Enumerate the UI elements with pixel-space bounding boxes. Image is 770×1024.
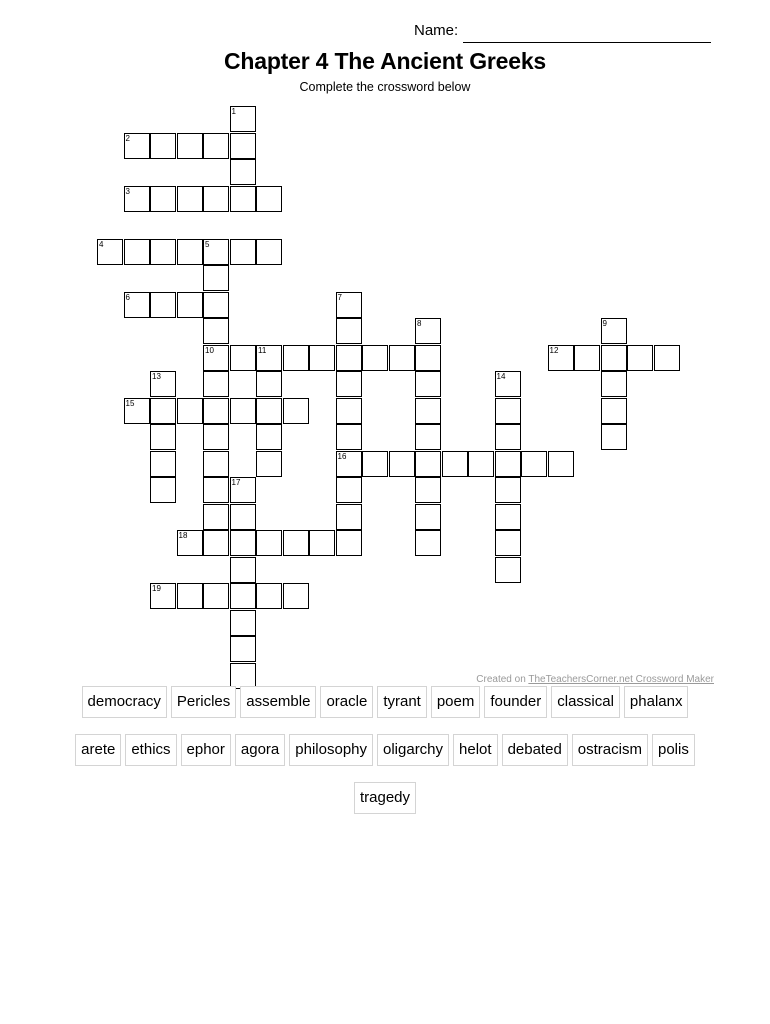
crossword-cell[interactable] — [415, 451, 441, 477]
crossword-cell[interactable] — [336, 345, 362, 371]
crossword-cell[interactable] — [97, 239, 123, 265]
clue-number: 2 — [125, 133, 130, 143]
word-bank — [64, 686, 706, 814]
clue-number: 19 — [152, 584, 161, 593]
crossword-cell[interactable] — [177, 398, 203, 424]
crossword-cell[interactable] — [256, 398, 282, 424]
clue-number: 12 — [549, 345, 559, 355]
crossword-cell[interactable] — [389, 451, 415, 477]
crossword-cell[interactable] — [203, 398, 229, 424]
clue-number: 14 — [496, 372, 506, 381]
credit-line — [476, 674, 714, 685]
crossword-cell[interactable] — [230, 557, 256, 583]
clue-number: 5 — [205, 239, 210, 249]
crossword-cell[interactable] — [495, 371, 521, 397]
word-bank-item: helot — [453, 734, 498, 766]
crossword-cell[interactable] — [495, 530, 521, 556]
word-bank-item: founder — [484, 686, 547, 718]
crossword-cell[interactable] — [150, 398, 176, 424]
crossword-cell[interactable] — [230, 583, 256, 609]
crossword-cell[interactable] — [309, 530, 335, 556]
clue-number: 17 — [231, 478, 241, 487]
crossword-cell[interactable] — [203, 265, 229, 291]
crossword-cell[interactable] — [124, 398, 150, 424]
crossword-cell[interactable] — [495, 504, 521, 530]
crossword-cell[interactable] — [203, 477, 229, 503]
crossword-cell[interactable] — [495, 398, 521, 424]
crossword-cell[interactable] — [256, 371, 282, 397]
clue-number: 16 — [337, 451, 347, 461]
crossword-cell[interactable] — [230, 345, 256, 371]
crossword-cell[interactable] — [230, 106, 256, 132]
crossword-cell[interactable] — [283, 530, 309, 556]
crossword-cell[interactable] — [415, 424, 441, 450]
word-bank-item: ostracism — [572, 734, 648, 766]
crossword-cell[interactable] — [415, 318, 441, 344]
crossword-cell[interactable] — [415, 530, 441, 556]
crossword-cell[interactable] — [150, 133, 176, 159]
word-bank-item: oligarchy — [377, 734, 449, 766]
crossword-cell[interactable] — [548, 345, 574, 371]
crossword-cell[interactable] — [124, 133, 150, 159]
crossword-cell[interactable] — [362, 345, 388, 371]
crossword-cell[interactable] — [601, 345, 627, 371]
crossword-cell[interactable] — [150, 186, 176, 212]
crossword-cell[interactable] — [495, 477, 521, 503]
crossword-cell[interactable] — [336, 318, 362, 344]
crossword-cell[interactable] — [124, 186, 150, 212]
crossword-cell[interactable] — [627, 345, 653, 371]
crossword-cell[interactable] — [256, 186, 282, 212]
crossword-cell[interactable] — [230, 636, 256, 662]
crossword-cell[interactable] — [177, 530, 203, 556]
crossword-cell[interactable] — [601, 398, 627, 424]
crossword-cell[interactable] — [230, 159, 256, 185]
clue-number: 13 — [152, 372, 161, 381]
word-bank-item: polis — [652, 734, 695, 766]
word-bank-item: ephor — [181, 734, 231, 766]
word-bank-item: phalanx — [624, 686, 689, 718]
crossword-cell[interactable] — [150, 451, 176, 477]
clue-number: 7 — [337, 292, 342, 302]
crossword-cell[interactable] — [150, 424, 176, 450]
crossword-cell[interactable] — [230, 477, 256, 503]
crossword-cell[interactable] — [230, 398, 256, 424]
clue-number: 10 — [205, 345, 214, 355]
crossword-cell[interactable] — [150, 371, 176, 397]
crossword-cell[interactable] — [230, 530, 256, 556]
crossword-cell[interactable] — [230, 610, 256, 636]
clue-number: 11 — [258, 345, 267, 355]
word-bank-item: arete — [75, 734, 121, 766]
crossword-cell[interactable] — [256, 583, 282, 609]
crossword-cell[interactable] — [283, 345, 309, 371]
crossword-cell[interactable] — [256, 451, 282, 477]
crossword-cell[interactable] — [230, 239, 256, 265]
crossword-cell[interactable] — [601, 371, 627, 397]
clue-number: 15 — [125, 398, 135, 408]
word-bank-item: tyrant — [377, 686, 427, 718]
crossword-cell[interactable] — [203, 318, 229, 344]
crossword-cell[interactable] — [336, 398, 362, 424]
crossword-cell[interactable] — [256, 530, 282, 556]
crossword-cell[interactable] — [150, 239, 176, 265]
clue-number: 4 — [99, 239, 104, 249]
clue-number: 3 — [125, 186, 130, 196]
crossword-cell[interactable] — [203, 133, 229, 159]
word-bank-item: philosophy — [289, 734, 373, 766]
crossword-cell[interactable] — [203, 583, 229, 609]
clue-number: 8 — [417, 319, 422, 328]
page-subtitle: Complete the crossword below — [299, 80, 471, 94]
word-bank-item: tragedy — [354, 782, 416, 814]
crossword-cell[interactable] — [203, 530, 229, 556]
crossword-cell[interactable] — [336, 371, 362, 397]
word-bank-item: democracy — [82, 686, 167, 718]
crossword-cell[interactable] — [336, 451, 362, 477]
crossword-cell[interactable] — [256, 345, 282, 371]
crossword-cell[interactable] — [203, 371, 229, 397]
crossword-cell[interactable] — [256, 239, 282, 265]
crossword-cell[interactable] — [150, 583, 176, 609]
crossword-cell[interactable] — [495, 557, 521, 583]
crossword-cell[interactable] — [203, 424, 229, 450]
crossword-cell[interactable] — [654, 345, 680, 371]
crossword-cell[interactable] — [203, 345, 229, 371]
word-bank-item: agora — [235, 734, 285, 766]
crossword-cell[interactable] — [203, 186, 229, 212]
crossword-cell[interactable] — [283, 398, 309, 424]
crossword-cell[interactable] — [574, 345, 600, 371]
crossword-cell[interactable] — [601, 318, 627, 344]
crossword-cell[interactable] — [177, 133, 203, 159]
crossword-cell[interactable] — [124, 239, 150, 265]
crossword-cell[interactable] — [177, 239, 203, 265]
word-bank-item: assemble — [240, 686, 316, 718]
crossword-cell[interactable] — [230, 504, 256, 530]
credit-link[interactable]: TheTeachersCorner.net Crossword Maker — [528, 674, 714, 685]
crossword-cell[interactable] — [336, 530, 362, 556]
word-bank-item: poem — [431, 686, 481, 718]
crossword-cell[interactable] — [415, 398, 441, 424]
clue-number: 6 — [125, 292, 130, 302]
crossword-cell[interactable] — [336, 477, 362, 503]
crossword-cell[interactable] — [150, 477, 176, 503]
crossword-cell[interactable] — [415, 371, 441, 397]
clue-number: 1 — [231, 107, 236, 116]
crossword-cell[interactable] — [177, 186, 203, 212]
crossword-cell[interactable] — [601, 424, 627, 450]
crossword-cell[interactable] — [230, 663, 256, 689]
crossword-cell[interactable] — [203, 451, 229, 477]
word-bank-item: Pericles — [171, 686, 236, 718]
crossword-cell[interactable] — [177, 583, 203, 609]
crossword-cell[interactable] — [442, 451, 468, 477]
crossword-cell[interactable] — [283, 583, 309, 609]
crossword-cell[interactable] — [468, 451, 494, 477]
crossword-cell[interactable] — [336, 292, 362, 318]
crossword-cell[interactable] — [415, 345, 441, 371]
crossword-cell[interactable] — [150, 292, 176, 318]
crossword-cell[interactable] — [415, 504, 441, 530]
clue-number: 18 — [178, 531, 188, 540]
crossword-cell[interactable] — [495, 424, 521, 450]
crossword-cell[interactable] — [389, 345, 415, 371]
crossword-cell[interactable] — [336, 504, 362, 530]
clue-number: 9 — [602, 319, 607, 328]
crossword-cell[interactable] — [203, 504, 229, 530]
page-title: Chapter 4 The Ancient Greeks — [223, 48, 547, 74]
crossword-cell[interactable] — [415, 477, 441, 503]
crossword-cell[interactable] — [124, 292, 150, 318]
crossword-cell[interactable] — [521, 451, 547, 477]
word-bank-item: debated — [502, 734, 568, 766]
name-label: Name: — [414, 22, 459, 39]
crossword-cell[interactable] — [362, 451, 388, 477]
word-bank-item: oracle — [320, 686, 373, 718]
word-bank-item: classical — [551, 686, 620, 718]
crossword-cell[interactable] — [230, 186, 256, 212]
crossword-cell[interactable] — [256, 424, 282, 450]
crossword-cell[interactable] — [548, 451, 574, 477]
crossword-cell[interactable] — [177, 292, 203, 318]
crossword-cell[interactable] — [495, 451, 521, 477]
crossword-cell[interactable] — [230, 133, 256, 159]
crossword-cell[interactable] — [203, 292, 229, 318]
word-bank-item: ethics — [125, 734, 176, 766]
credit-prefix: Created on — [476, 674, 529, 685]
crossword-cell[interactable] — [309, 345, 335, 371]
crossword-cell[interactable] — [336, 424, 362, 450]
crossword-cell[interactable] — [203, 239, 229, 265]
